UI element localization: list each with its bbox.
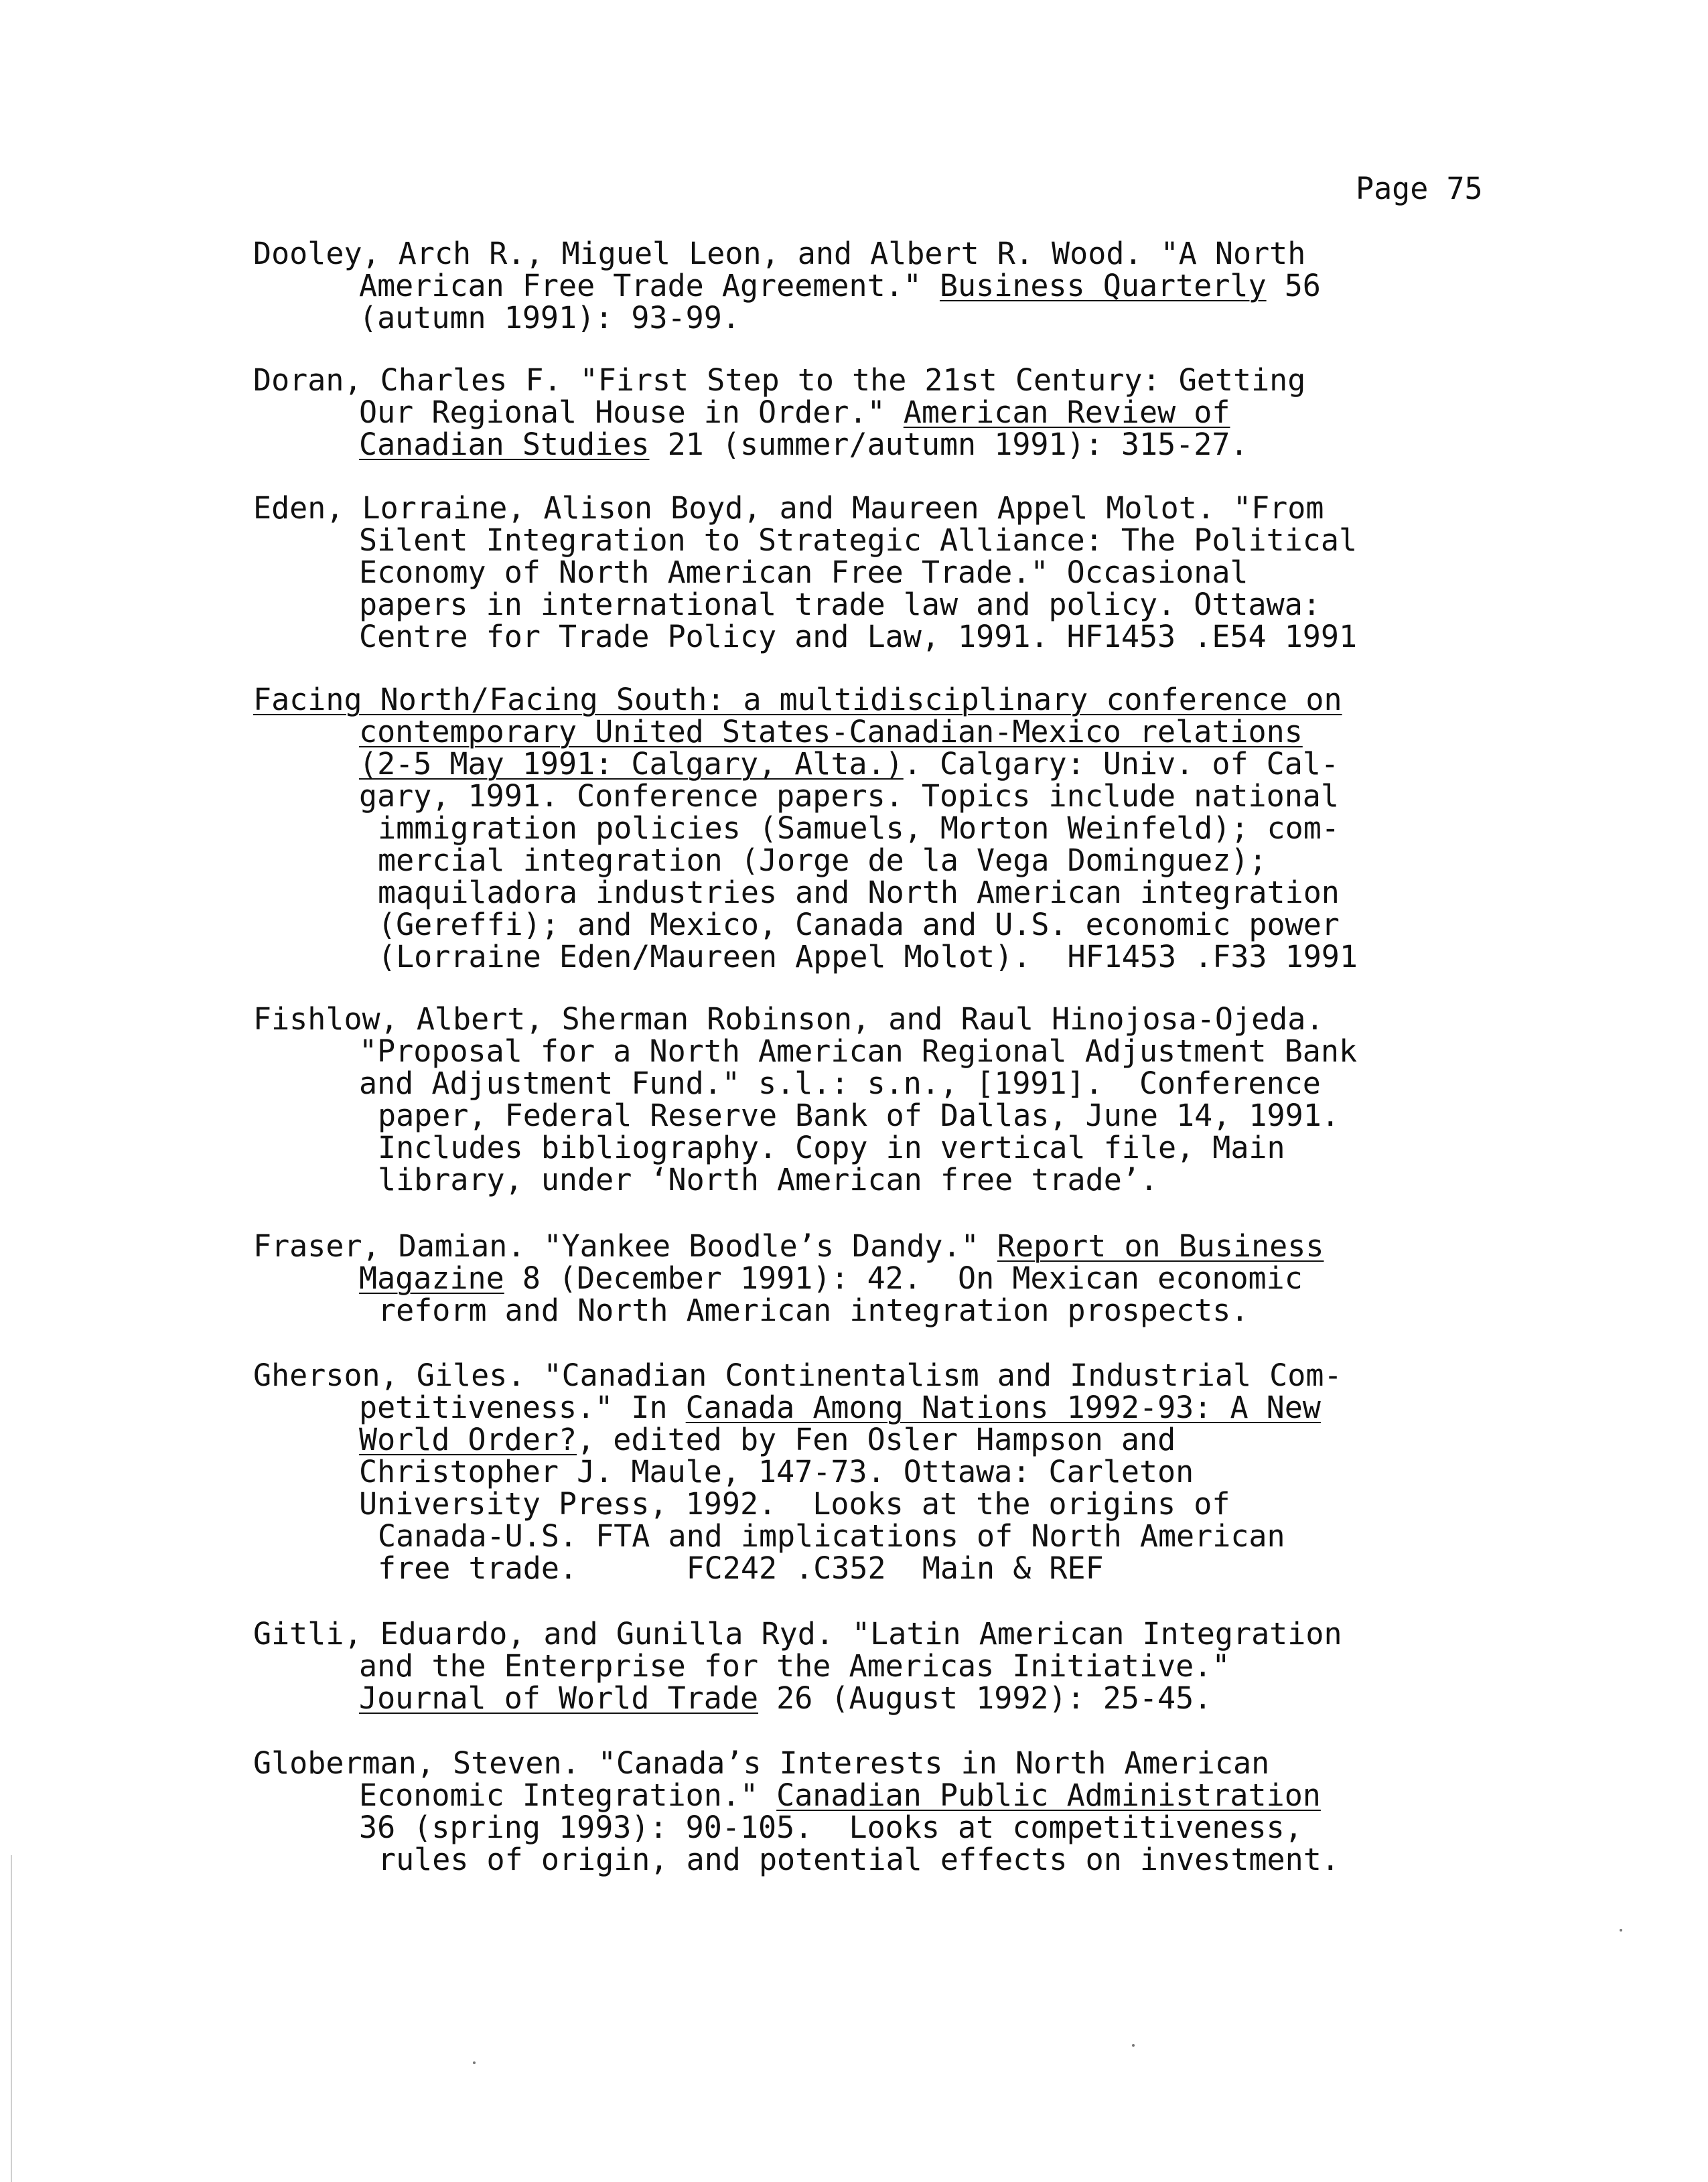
entry-line: Centre for Trade Policy and Law, 1991. HF1453 .E54 1991 bbox=[359, 619, 1358, 654]
bibliography-entry-doran bbox=[253, 364, 1492, 461]
entry-line: free trade. FC242 .C352 Main & REF bbox=[378, 1550, 1104, 1586]
entry-line: World Order?, edited by Fen Osler Hampson and bbox=[359, 1422, 1176, 1457]
entry-line: paper, Federal Reserve Bank of Dallas, June 14, 1991. bbox=[378, 1098, 1340, 1133]
entry-line: (2-5 May 1991: Calgary, Alta.). Calgary: Univ. of Cal- bbox=[359, 746, 1339, 782]
entry-line: Fishlow, Albert, Sherman Robinson, and Raul Hinojosa-Ojeda. bbox=[253, 1001, 1324, 1037]
entry-line: Fraser, Damian. "Yankee Boodle’s Dandy." Report on Business bbox=[253, 1228, 1324, 1264]
entry-line: Dooley, Arch R., Miguel Leon, and Albert R. Wood. "A North bbox=[253, 236, 1306, 271]
scan-margin-line bbox=[11, 1855, 12, 2182]
entry-line: Economy of North American Free Trade." Occasional bbox=[359, 555, 1249, 590]
entry-line: Gherson, Giles. "Canadian Continentalism and Industrial Com- bbox=[253, 1358, 1342, 1393]
bibliography-entry-eden bbox=[253, 492, 1492, 653]
bibliography-entry-fishlow bbox=[253, 1003, 1492, 1196]
journal-title: Report on Business bbox=[997, 1228, 1324, 1264]
entry-line: Christopher J. Maule, 147-73. Ottawa: Carleton bbox=[359, 1454, 1194, 1489]
entry-line: reform and North American integration prospects. bbox=[378, 1293, 1249, 1328]
entry-line: immigration policies (Samuels, Morton Weinfeld); com- bbox=[378, 810, 1340, 846]
conference-title: Facing North/Facing South: a multidisciplinary conference on bbox=[253, 682, 1342, 717]
journal-title: Business Quarterly bbox=[939, 268, 1267, 303]
journal-title: Canadian Public Administration bbox=[776, 1777, 1321, 1813]
scan-speck bbox=[1132, 2044, 1135, 2047]
entry-line: petitiveness." In Canada Among Nations 1992-93: A New bbox=[359, 1390, 1321, 1425]
entry-line: Our Regional House in Order." American Review of bbox=[359, 394, 1230, 430]
entry-line: Doran, Charles F. "First Step to the 21st Century: Getting bbox=[253, 362, 1306, 398]
book-title: World Order? bbox=[359, 1422, 577, 1457]
entry-line: "Proposal for a North American Regional Adjustment Bank bbox=[359, 1033, 1358, 1069]
entry-line: Gitli, Eduardo, and Gunilla Ryd. "Latin American Integration bbox=[253, 1616, 1342, 1652]
entry-line: Eden, Lorraine, Alison Boyd, and Maureen Appel Molot. "From bbox=[253, 490, 1324, 526]
entry-line: and Adjustment Fund." s.l.: s.n., [1991]. Conference bbox=[359, 1066, 1321, 1101]
entry-line: Magazine 8 (December 1991): 42. On Mexican economic bbox=[359, 1260, 1303, 1296]
conference-title: (2-5 May 1991: Calgary, Alta.) bbox=[359, 746, 904, 782]
bibliography-entry-gitli bbox=[253, 1618, 1492, 1715]
entry-line: mercial integration (Jorge de la Vega Dominguez); bbox=[378, 843, 1267, 878]
entry-line: Journal of World Trade 26 (August 1992): 25-45. bbox=[359, 1680, 1212, 1716]
bibliography-entry-dooley bbox=[253, 238, 1492, 334]
bibliography-entry-facing-north bbox=[253, 684, 1492, 973]
entry-line: library, under ‘North American free trade’. bbox=[378, 1162, 1158, 1197]
book-title: Canada Among Nations 1992-93: A New bbox=[685, 1390, 1321, 1425]
bibliography-entry-globerman bbox=[253, 1747, 1492, 1876]
entry-line: University Press, 1992. Looks at the origins of bbox=[359, 1486, 1230, 1522]
entry-line: 36 (spring 1993): 90-105. Looks at competitiveness, bbox=[359, 1810, 1303, 1845]
entry-line: (autumn 1991): 93-99. bbox=[359, 300, 740, 336]
entry-line: Silent Integration to Strategic Alliance: The Political bbox=[359, 522, 1358, 558]
conference-title: contemporary United States-Canadian-Mexico relations bbox=[359, 714, 1303, 749]
entry-line: gary, 1991. Conference papers. Topics include national bbox=[359, 778, 1339, 814]
scan-speck bbox=[473, 2061, 476, 2064]
entry-line: Includes bibliography. Copy in vertical file, Main bbox=[378, 1130, 1285, 1165]
entry-line: Canadian Studies 21 (summer/autumn 1991): 315-27. bbox=[359, 427, 1249, 462]
journal-title: Canadian Studies bbox=[359, 427, 650, 462]
bibliography-entry-fraser bbox=[253, 1230, 1492, 1327]
entry-line: Globerman, Steven. "Canada’s Interests in North American bbox=[253, 1745, 1270, 1781]
entry-line: (Gereffi); and Mexico, Canada and U.S. economic power bbox=[378, 907, 1340, 942]
entry-line: papers in international trade law and policy. Ottawa: bbox=[359, 587, 1321, 622]
entry-line: rules of origin, and potential effects on investment. bbox=[378, 1842, 1340, 1877]
entry-line: Economic Integration." Canadian Public Administration bbox=[359, 1777, 1321, 1813]
entry-line: (Lorraine Eden/Maureen Appel Molot). HF1453 .F33 1991 bbox=[378, 939, 1358, 974]
entry-line: maquiladora industries and North American integration bbox=[378, 875, 1340, 910]
entry-line: Canada-U.S. FTA and implications of North American bbox=[378, 1518, 1285, 1554]
bibliography-entry-gherson bbox=[253, 1360, 1492, 1585]
journal-title: Journal of World Trade bbox=[359, 1680, 759, 1716]
journal-title: Magazine bbox=[359, 1260, 504, 1296]
scan-speck bbox=[1620, 1929, 1622, 1932]
entry-line bbox=[253, 716, 1492, 748]
entry-line: and the Enterprise for the Americas Initiative." bbox=[359, 1648, 1230, 1684]
page-number: Page 75 bbox=[1356, 171, 1483, 206]
entry-line: American Free Trade Agreement." Business Quarterly 56 bbox=[359, 268, 1321, 303]
journal-title: American Review of bbox=[903, 394, 1230, 430]
entry-line bbox=[253, 684, 1492, 716]
